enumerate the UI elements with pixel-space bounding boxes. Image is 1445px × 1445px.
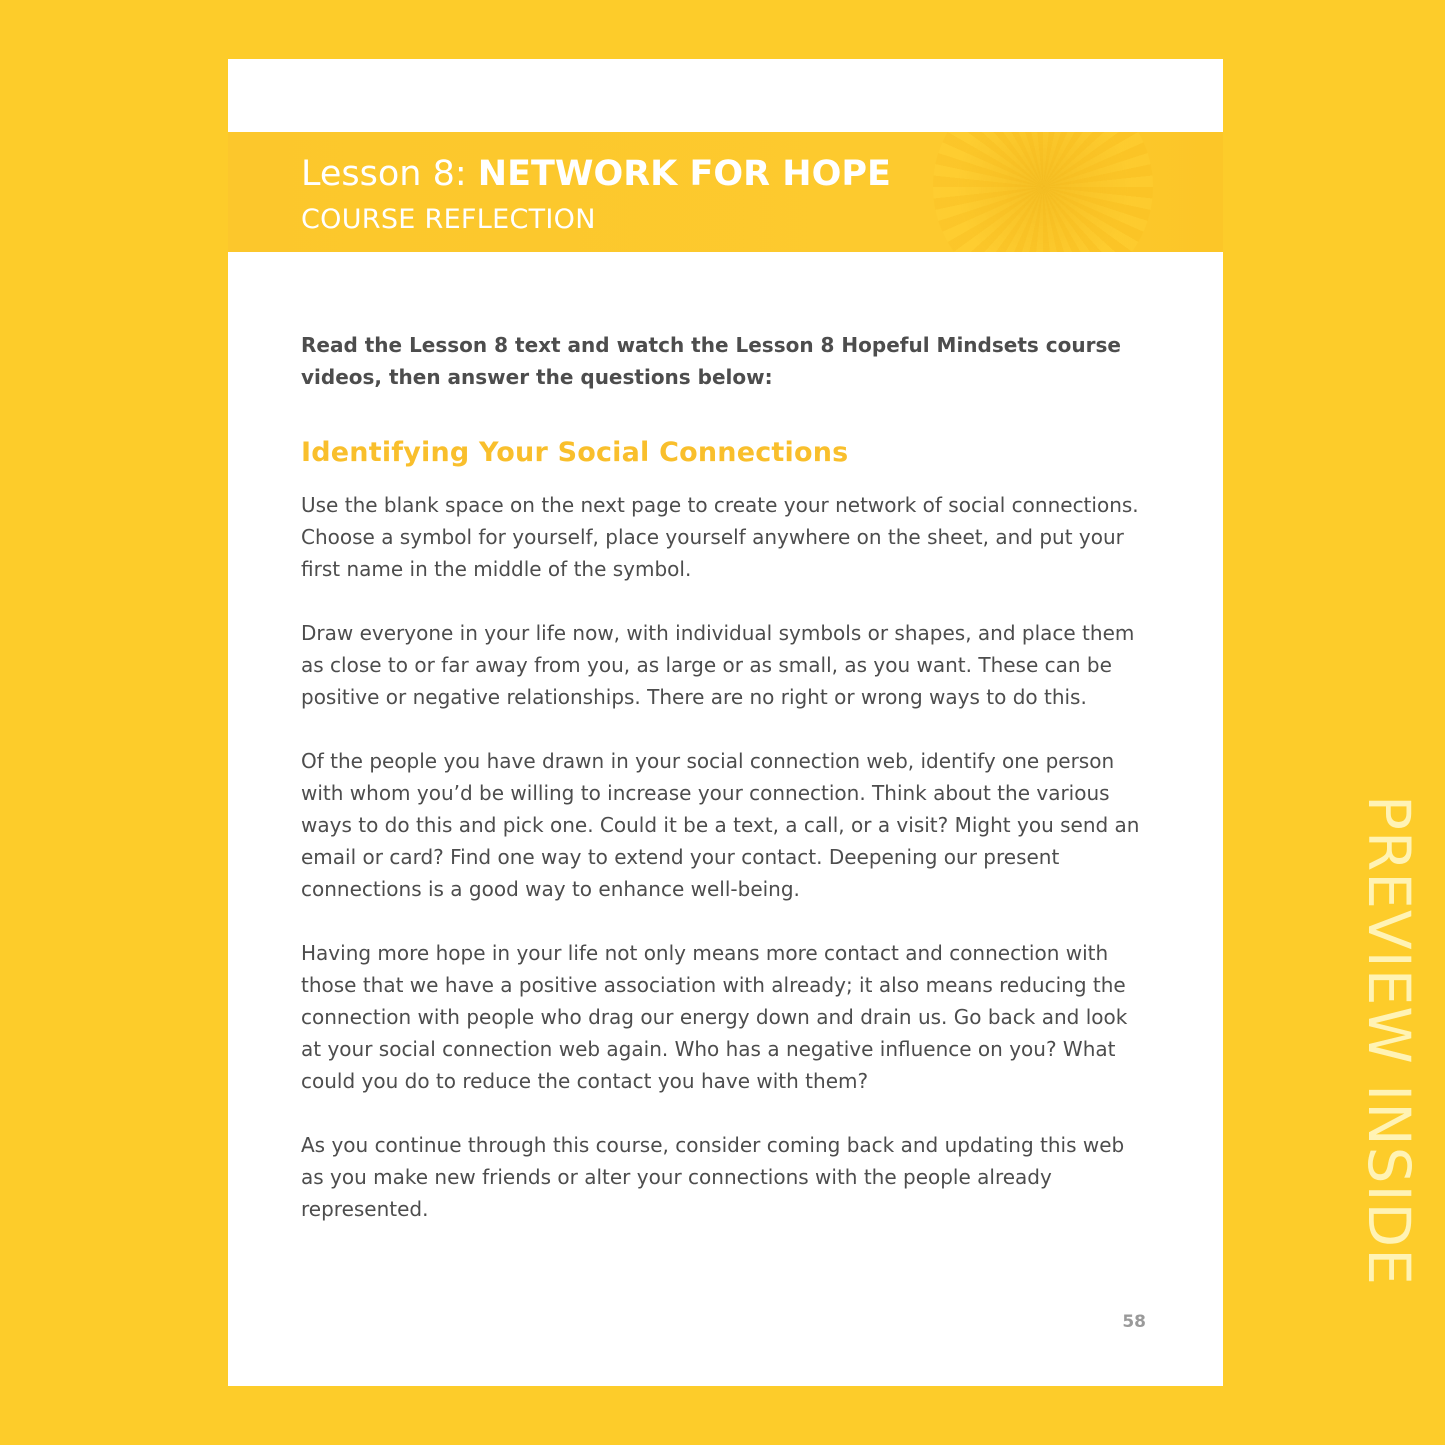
paragraph: Draw everyone in your life now, with individual symbols or shapes, and place them as close to or far away from you, as large or as small, as you want. These can be positive or negative relationships. There are no right or wrong ways to do this. [301,621,1135,709]
paragraph: As you continue through this course, consider coming back and updating this web as you make new friends or alter your connections with the people already represented. [301,1133,1125,1221]
lesson-subtitle: COURSE REFLECTION [301,204,596,235]
lesson-banner [228,132,1223,252]
preview-watermark: PREVIEW INSIDE [1355,795,1423,1286]
sunflower-image [933,132,1153,252]
lesson-prefix: Lesson 8: [301,154,478,194]
lesson-name: NETWORK FOR HOPE [477,154,891,194]
page-content [301,329,1151,1225]
lesson-title [301,154,891,194]
section-heading: Identifying Your Social Connections [301,437,849,468]
paragraph: Having more hope in your life not only means more contact and connection with those that we have a positive association with already; it also means reducing the connection with people who drag our energy down and drain us. Go back and look at your social connection web again. Who has a negative influence on you? What could you do to reduce the contact you have with them? [301,941,1128,1093]
intro-text: Read the Lesson 8 text and watch the Lesson 8 Hopeful Mindsets course videos, then answer the questions below: [301,333,1121,389]
paragraph: Use the blank space on the next page to create your network of social connections. Choose a symbol for yourself, place yourself anywhere on the sheet, and put your first name in the middle of the symbol. [301,493,1139,581]
paragraph: Of the people you have drawn in your social connection web, identify one person with whom you’d be willing to increase your connection. Think about the various ways to do this and pick one. Could it be a text, a call, or a visit? Might you send an email or card? Find one way to extend your contact. Deepening our present connections is a good way to enhance well-being. [301,749,1140,901]
page-number: 58 [1122,1312,1146,1332]
document-page [228,59,1223,1386]
